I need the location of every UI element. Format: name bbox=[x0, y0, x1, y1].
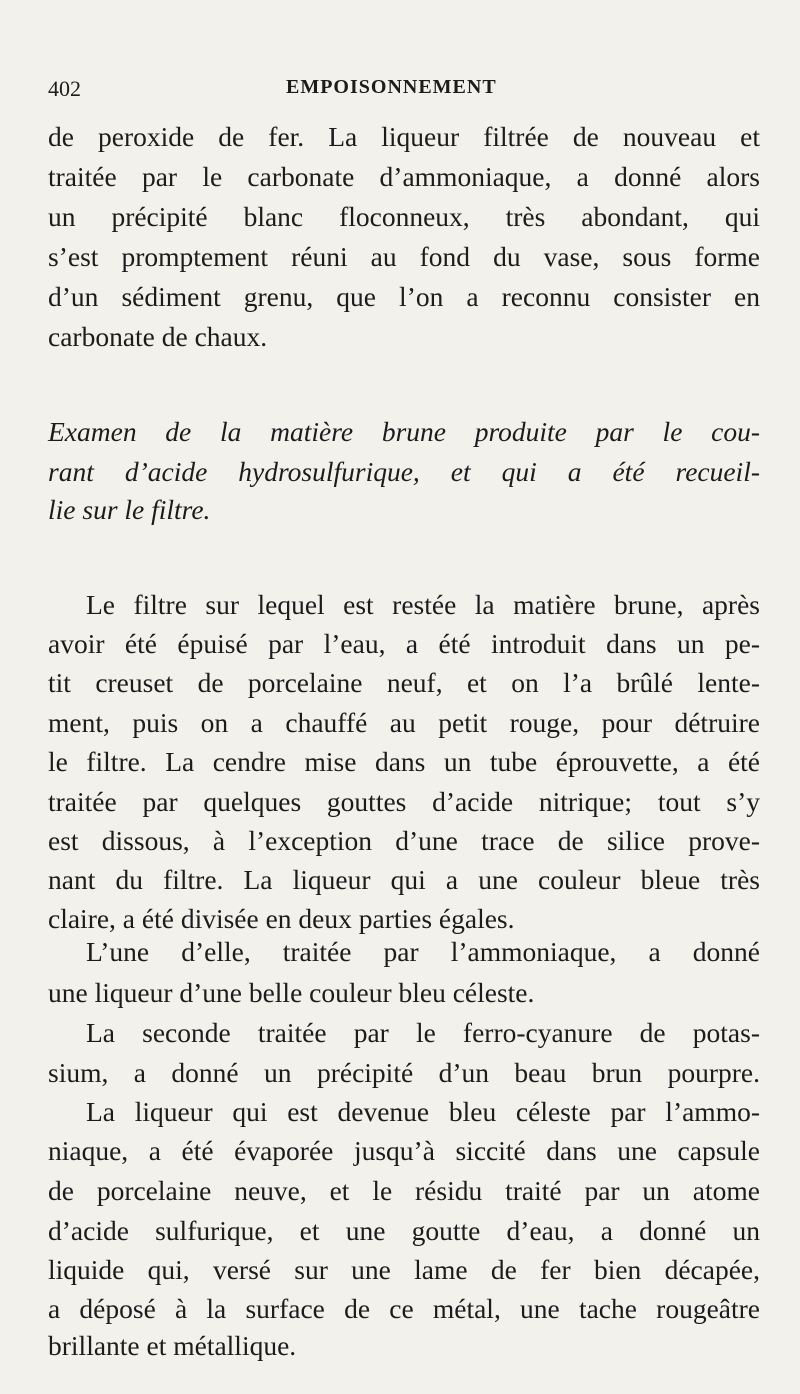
text-line: traitée par quelques gouttes d’acide nitrique; tout s’y bbox=[48, 786, 760, 817]
text-line: niaque, a été évaporée jusqu’à siccité dans une capsule bbox=[48, 1135, 760, 1166]
text-line: sium, a donné un précipité d’un beau brun pourpre. bbox=[48, 1057, 760, 1088]
running-head: EMPOISONNEMENT bbox=[286, 76, 497, 98]
section-heading-line: rant d’acide hydrosulfurique, et qui a été recueil- bbox=[48, 456, 760, 487]
text-line: Le filtre sur lequel est restée la matière brune, après bbox=[86, 589, 760, 620]
text-line: claire, a été divisée en deux parties égales. bbox=[48, 903, 515, 934]
text-line: s’est promptement réuni au fond du vase, sous forme bbox=[48, 241, 760, 272]
text-line: liquide qui, versé sur une lame de fer bien décapée, bbox=[48, 1254, 760, 1285]
text-line: de porcelaine neuve, et le résidu traité par un atome bbox=[48, 1175, 760, 1206]
text-line: nant du filtre. La liqueur qui a une couleur bleue très bbox=[48, 864, 760, 895]
text-line: tit creuset de porcelaine neuf, et on l’a brûlé lente- bbox=[48, 667, 760, 698]
text-line: une liqueur d’une belle couleur bleu céleste. bbox=[48, 977, 535, 1008]
text-line: L’une d’elle, traitée par l’ammoniaque, a donné bbox=[86, 936, 760, 967]
text-line: un précipité blanc floconneux, très abondant, qui bbox=[48, 201, 760, 232]
page-header bbox=[48, 72, 768, 106]
section-heading-line: lie sur le filtre. bbox=[48, 494, 211, 525]
page-number: 402 bbox=[48, 76, 81, 101]
text-line: de peroxide de fer. La liqueur filtrée de nouveau et bbox=[48, 121, 760, 152]
text-line: carbonate de chaux. bbox=[48, 321, 268, 352]
text-line: d’acide sulfurique, et une goutte d’eau, a donné un bbox=[48, 1215, 760, 1246]
text-line: est dissous, à l’exception d’une trace de silice prove- bbox=[48, 825, 760, 856]
text-line: ment, puis on a chauffé au petit rouge, pour détruire bbox=[48, 707, 760, 738]
text-line: a déposé à la surface de ce métal, une tache rougeâtre bbox=[48, 1293, 760, 1324]
text-line: brillante et métallique. bbox=[48, 1330, 297, 1361]
text-line: le filtre. La cendre mise dans un tube éprouvette, a été bbox=[48, 746, 760, 777]
text-line: avoir été épuisé par l’eau, a été introduit dans un pe- bbox=[48, 628, 760, 659]
text-line: d’un sédiment grenu, que l’on a reconnu consister en bbox=[48, 281, 760, 312]
text-line: La seconde traitée par le ferro-cyanure de potas- bbox=[86, 1017, 760, 1048]
section-heading-line: Examen de la matière brune produite par le cou- bbox=[48, 416, 760, 447]
text-line: traitée par le carbonate d’ammoniaque, a donné alors bbox=[48, 161, 760, 192]
text-line: La liqueur qui est devenue bleu céleste par l’ammo- bbox=[86, 1096, 760, 1127]
